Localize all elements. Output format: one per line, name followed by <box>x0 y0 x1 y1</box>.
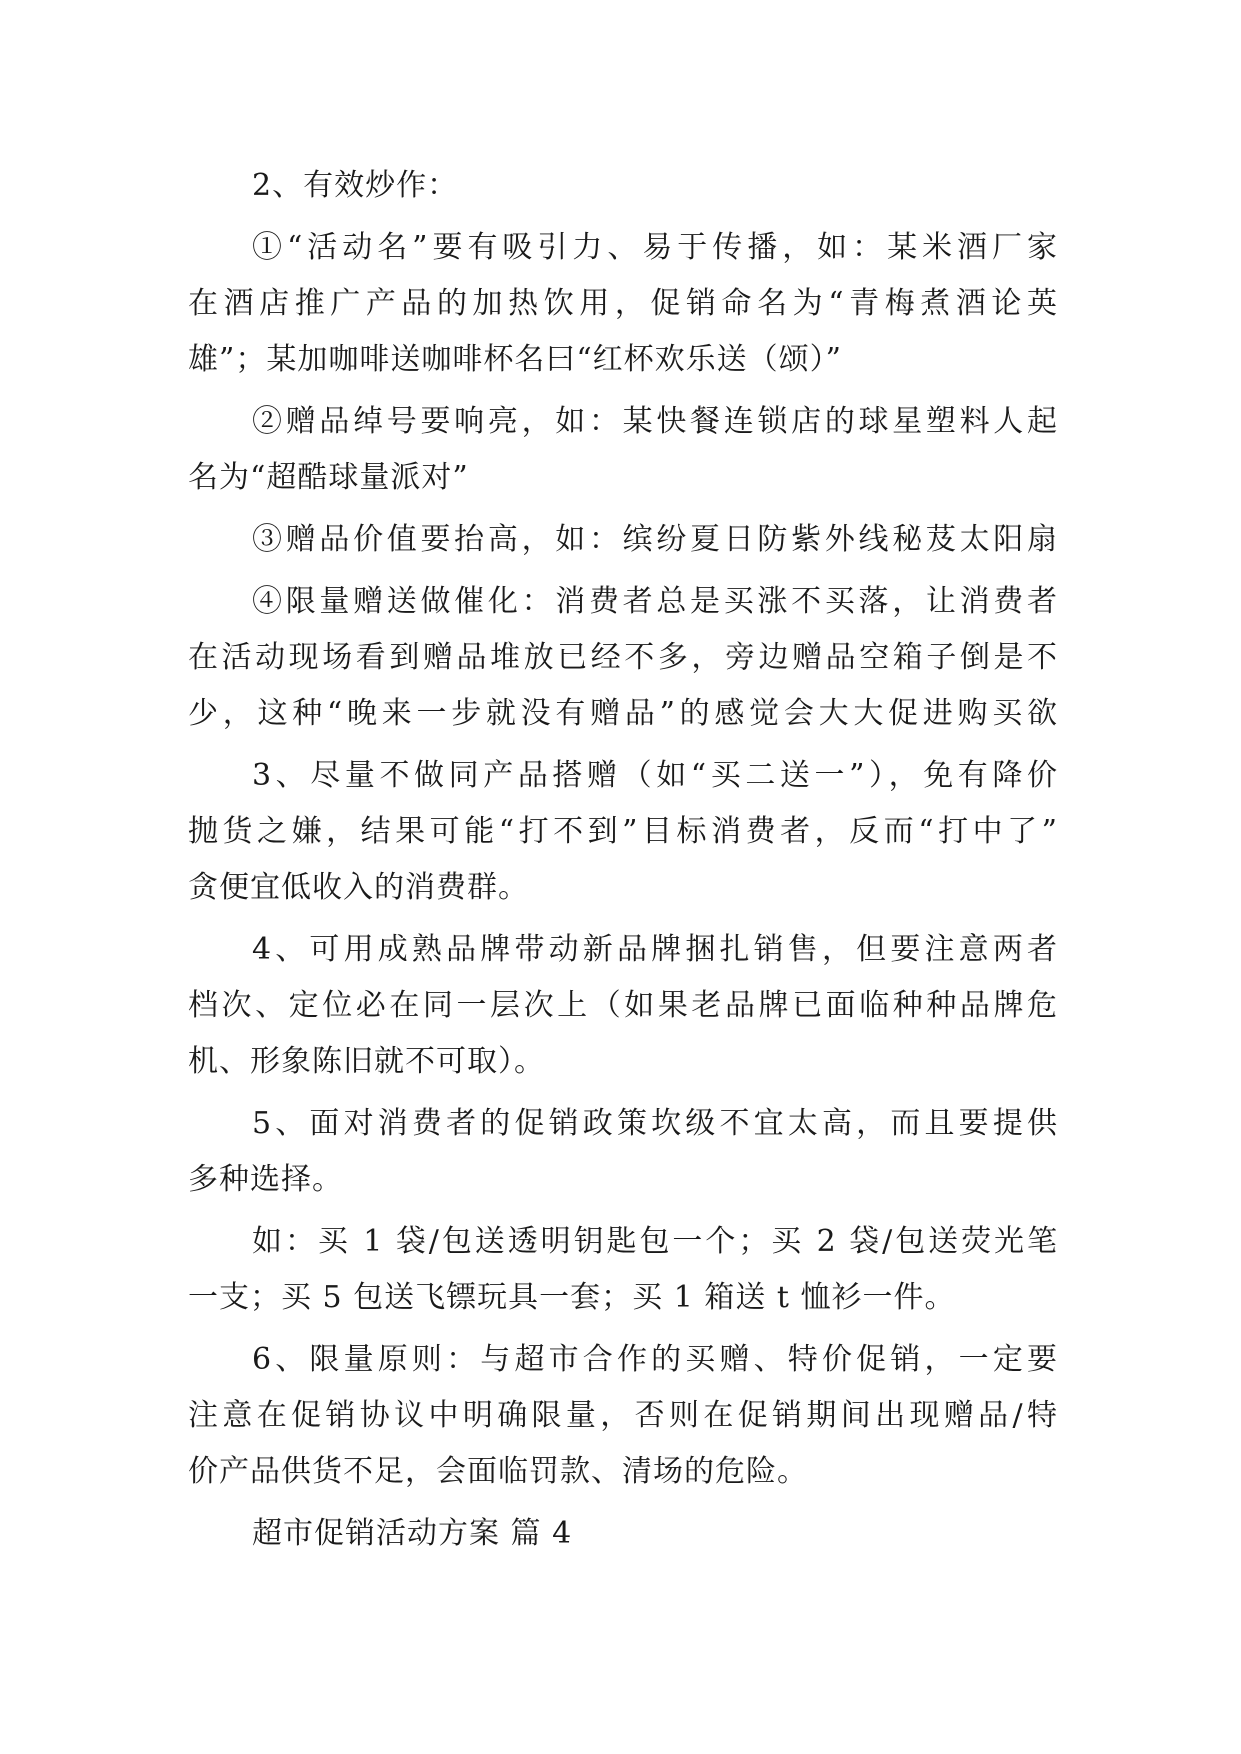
text-line: ④限量赠送做催化：消费者总是买涨不买落，让消费者 <box>252 584 1058 619</box>
text-line: 4、可用成熟品牌带动新品牌捆扎销售，但要注意两者 <box>252 932 1058 967</box>
text-line: 贪便宜低收入的消费群。 <box>188 870 529 905</box>
text-line: ②赠品绰号要响亮，如：某快餐连锁店的球星塑料人起 <box>252 404 1058 439</box>
text-line: 少，这种“晚来一步就没有赠品”的感觉会大大促进购买欲 <box>188 696 1058 731</box>
text-line: 在酒店推广产品的加热饮用，促销命名为“青梅煮酒论英 <box>188 286 1058 321</box>
text-line: 档次、定位必在同一层次上（如果老品牌已面临种种品牌危 <box>188 988 1058 1023</box>
section-title: 超市促销活动方案 篇 4 <box>252 1516 573 1551</box>
text-line: 6、限量原则：与超市合作的买赠、特价促销，一定要 <box>252 1342 1058 1377</box>
text-line: ①“活动名”要有吸引力、易于传播，如：某米酒厂家 <box>252 230 1058 265</box>
text-line: 5、面对消费者的促销政策坎级不宜太高，而且要提供 <box>252 1106 1058 1141</box>
text-line: 多种选择。 <box>188 1162 343 1197</box>
text-line: 名为“超酷球量派对” <box>188 460 469 495</box>
text-line: 3、尽量不做同产品搭赠（如“买二送一”），免有降价 <box>252 758 1058 793</box>
text-line: 一支；买 5 包送飞镖玩具一套；买 1 箱送 t 恤衫一件。 <box>188 1280 956 1315</box>
text-line: 价产品供货不足，会面临罚款、清场的危险。 <box>188 1454 808 1489</box>
text-line: ③赠品价值要抬高，如：缤纷夏日防紫外线秘芨太阳扇 <box>252 522 1058 557</box>
text-line: 如：买 1 袋/包送透明钥匙包一个；买 2 袋/包送荧光笔 <box>252 1224 1058 1259</box>
text-line: 机、形象陈旧就不可取）。 <box>188 1044 545 1079</box>
document-body <box>188 158 1058 1562</box>
text-line: 注意在促销协议中明确限量，否则在促销期间出现赠品/特 <box>188 1398 1058 1433</box>
section-heading: 2、有效炒作： <box>252 168 459 203</box>
text-line: 在活动现场看到赠品堆放已经不多，旁边赠品空箱子倒是不 <box>188 640 1058 675</box>
text-line: 雄”；某加咖啡送咖啡杯名曰“红杯欢乐送（颂）” <box>188 342 843 377</box>
text-line: 抛货之嫌，结果可能“打不到”目标消费者，反而“打中了” <box>188 814 1058 849</box>
